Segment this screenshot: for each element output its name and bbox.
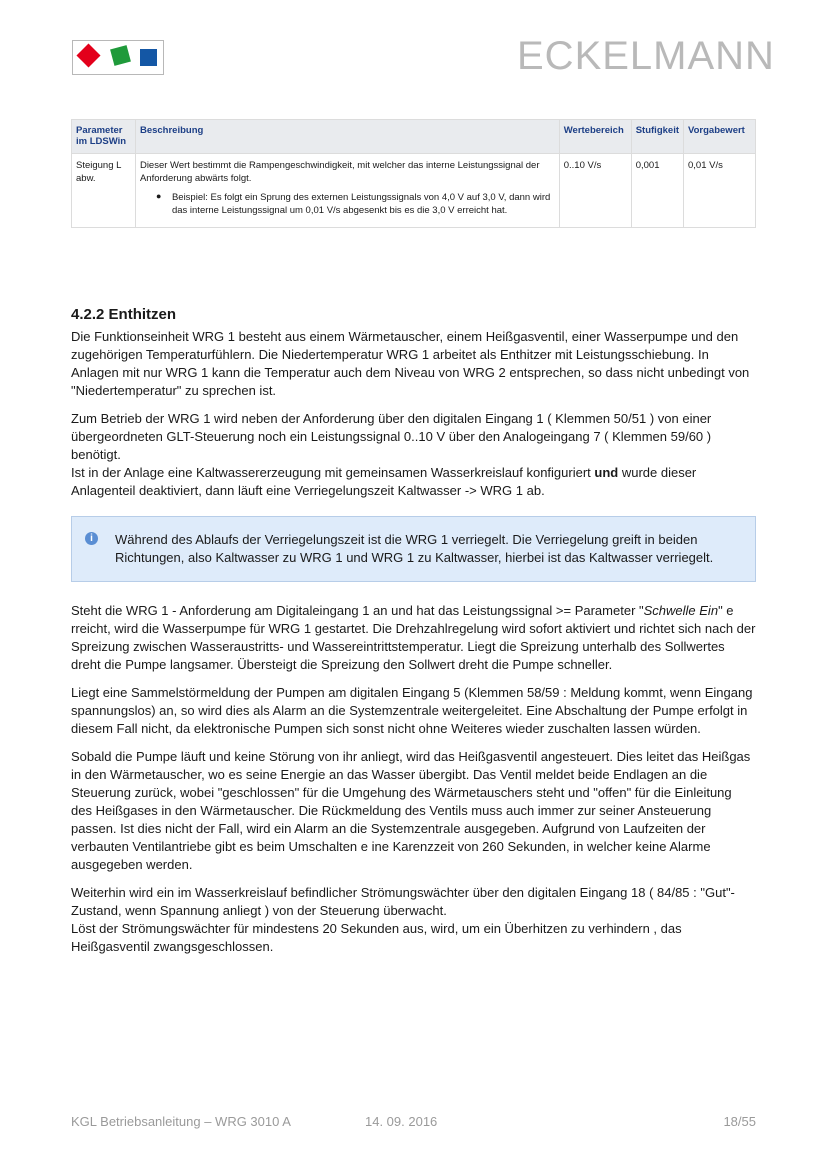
paragraph-6 bbox=[71, 884, 756, 956]
table-header-row bbox=[72, 120, 756, 154]
info-icon: i bbox=[85, 532, 98, 545]
paragraph-2b-post: wurde dieser Anlagenteil deaktiviert, dann läuft eine Verriegelungszeit Kaltwasser -> WRG 1 ab. bbox=[71, 465, 697, 498]
section-content bbox=[71, 306, 756, 966]
paragraph-3-post: " e rreicht, wird die Wasserpumpe für WRG 1 gestartet. Die Drehzahlregelung wird sofort aktiviert und richtet sich nach der Spreizung zwischen Wasseraustritts- und Wassereintrittstemperatur. Liegt die Spreizung unterhalb des Sollwertes dreht die Pumpe langsamer. Übersteigt die Spreizung den Sollwert dreht die Pumpe schneller. bbox=[71, 603, 756, 672]
paragraph-2b-pre: Ist in der Anlage eine Kaltwassererzeugung mit gemeinsamen Wasserkreislauf konfiguriert bbox=[71, 465, 595, 480]
page-header bbox=[0, 0, 827, 90]
description-text: Dieser Wert bestimmt die Rampengeschwindigkeit, mit welcher das interne Leistungssignal der Anforderung abwärts folgt. bbox=[139, 160, 540, 184]
parameter-table bbox=[71, 119, 756, 228]
cell-default: 0,01 V/s bbox=[684, 154, 756, 228]
cell-step: 0,001 bbox=[631, 154, 683, 228]
col-header-step: Stufigkeit bbox=[631, 120, 683, 154]
example-bullet: ● Beispiel: Es folgt ein Sprung des externen Leistungssignals von 4,0 V auf 3,0 V, dann wird das interne Leistungssignal um 0,01 V/s abgesenkt bis es die 3,0 V erreicht hat. bbox=[140, 191, 555, 217]
brand-wordmark: ECKELMANN bbox=[517, 34, 775, 78]
col-header-description: Beschreibung bbox=[135, 120, 559, 154]
footer-date: 14. 09. 2016 bbox=[365, 1114, 438, 1129]
paragraph-6a: Weiterhin wird ein im Wasserkreislauf befindlicher Strömungswächter über den digitalen Eingang 18 ( 84/85 : "Gut"-Zustand, wenn Spannung anliegt ) von der Steuerung überwacht. bbox=[71, 885, 735, 918]
logo-blue-square bbox=[140, 49, 157, 66]
paragraph-2 bbox=[71, 410, 756, 500]
info-note bbox=[71, 516, 756, 582]
section-title: 4.2.2 Enthitzen bbox=[71, 306, 177, 323]
paragraph-3-pre: Steht die WRG 1 - Anforderung am Digitaleingang 1 an und hat das Leistungssignal >= Parameter " bbox=[71, 603, 644, 618]
paragraph-4: Liegt eine Sammelstörmeldung der Pumpen am digitalen Eingang 5 (Klemmen 58/59 : Meldung kommt, wenn Eingang spannungslos) an, so wird dies als Alarm an die Systemzentrale weitergeleitet. Eine Abschaltung der Pumpe erfolgt in diesem Fall nicht, da elektronische Pumpen sich sonst nicht ohne Weiteres wieder zuschalten lassen würden. bbox=[71, 685, 753, 736]
company-logo bbox=[72, 40, 164, 75]
paragraph-3 bbox=[71, 602, 756, 674]
col-header-default: Vorgabewert bbox=[684, 120, 756, 154]
paragraph-1: Die Funktionseinheit WRG 1 besteht aus einem Wärmetauscher, einem Heißgasventil, einer Wasserpumpe und den zugehörigen Temperaturfühlern. Die Niedertemperatur WRG 1 arbeitet als Enthitzer mit Leistungsschiebung. In Anlagen mit nur WRG 1 kann die Temperatur auch dem Niveau von WRG 2 entsprechen, so dass nicht unbedingt von "Niedertemperatur" zu sprechen ist. bbox=[71, 329, 750, 398]
col-header-range: Wertebereich bbox=[559, 120, 631, 154]
cell-parameter: Steigung L abw. bbox=[72, 154, 136, 228]
cell-range: 0..10 V/s bbox=[559, 154, 631, 228]
logo-green-square bbox=[110, 45, 131, 66]
paragraph-3-italic: Schwelle Ein bbox=[643, 603, 719, 618]
logo-red-square bbox=[76, 43, 100, 67]
footer-page-number: 18/55 bbox=[723, 1114, 756, 1129]
table-row bbox=[72, 154, 756, 228]
col-header-parameter: Parameter im LDSWin bbox=[72, 120, 136, 154]
paragraph-2a: Zum Betrieb der WRG 1 wird neben der Anforderung über den digitalen Eingang 1 ( Klemmen 50/51 ) von einer übergeordneten GLT-Steuerung noch ein Leistungssignal 0..10 V über den Analogeingang 7 ( Klemmen 59/60 ) benötigt. bbox=[71, 411, 712, 462]
paragraph-6b: Löst der Strömungswächter für mindestens 20 Sekunden aus, wird, um ein Überhitzen zu verhindern , das Heißgasventil zwangsgeschlossen. bbox=[71, 921, 682, 954]
paragraph-2b-bold: und bbox=[594, 465, 619, 480]
paragraph-5: Sobald die Pumpe läuft und keine Störung von ihr anliegt, wird das Heißgasventil angesteuert. Dies leitet das Heißgas in den Wärmetauscher, wo es seine Energie an das Wasser übergibt. Das Ventil meldet beide Endlagen an die Steuerung zurück, wobei "geschlossen" für die Umgehung des Wärmetauschers steht und "offen" für die Einleitung des Heißgases in den Wärmetauscher. Die Rückmeldung des Ventils muss auch immer zur seiner Ansteuerung passen. Ist dies nicht der Fall, wird ein Alarm an die Systemzentrale ausgegeben. Aufgrund von Laufzeiten der verbauten Ventilantriebe gibt es beim Umschalten e ine Karenzzeit von 260 Sekunden, in welcher keine Alarme ausgegeben werden. bbox=[71, 749, 751, 872]
footer-doc-title: KGL Betriebsanleitung – WRG 3010 A bbox=[71, 1114, 291, 1129]
info-note-text: Während des Ablaufs der Verriegelungszeit ist die WRG 1 verriegelt. Die Verriegelung greift in beiden Richtungen, also Kaltwasser zu WRG 1 und WRG 1 zu Kaltwasser, hierbei ist das Kaltwasser verriegelt. bbox=[115, 532, 714, 565]
cell-description bbox=[135, 154, 559, 228]
